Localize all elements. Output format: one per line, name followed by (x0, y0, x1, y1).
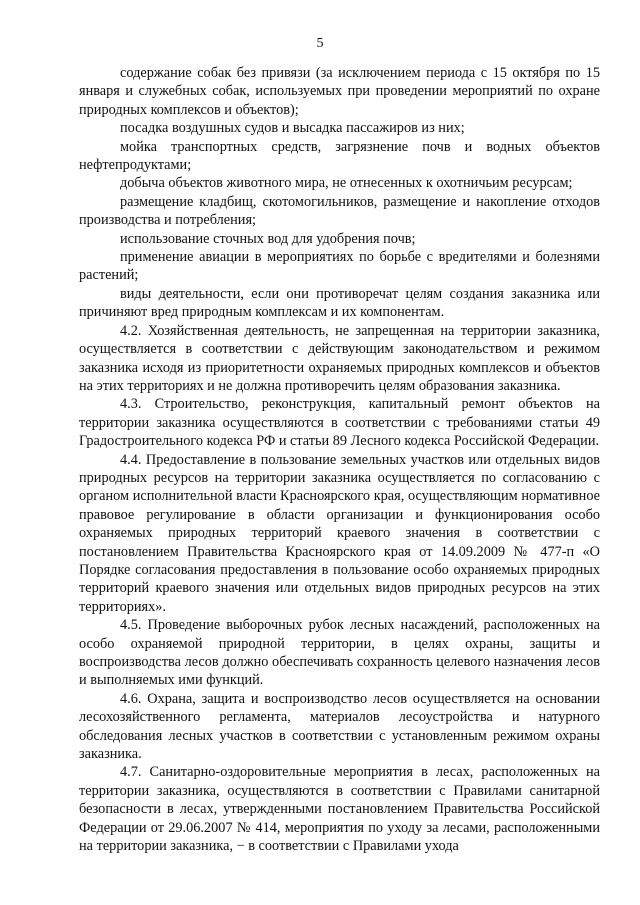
section-4-6: 4.6. Охрана, защита и воспроизводство лесов осуществляется на основании лесохозяйственного регламента, материалов лесоустройства и натурного обследования лесных участков в соответствии с установленным режимом охраны заказника. (79, 690, 600, 763)
list-item-aircraft: посадка воздушных судов и высадка пассажиров из них; (120, 120, 465, 137)
section-4-5: 4.5. Проведение выборочных рубок лесных насаждений, расположенных на особо охраняемой природной территории, в целях охраны, защиты и воспроизводства лесов должно обеспечивать сохранность целевого назначения лесов и выполняемых ими функций. (79, 617, 600, 689)
list-item-vehicle-washing: мойка транспортных средств, загрязнение почв и водных объектов нефтепродуктами; (79, 138, 600, 174)
document-body (79, 64, 600, 855)
section-4-3: 4.3. Строительство, реконструкция, капитальный ремонт объектов на территории заказника осуществляются в соответствии с требованиями статьи 49 Градостроительного кодекса РФ и статьи 89 Лесного кодекса Российской Федерации. (79, 396, 600, 450)
list-item-other-activities: виды деятельности, если они противоречат целям создания заказника или причиняют вред природным комплексам и их компонентам. (79, 285, 600, 321)
list-item-dogs: содержание собак без привязи (за исключением периода с 15 октября по 15 января и служебных собак, используемых при проведении мероприятий по охране природных комплексов и объектов); (79, 65, 600, 118)
list-item-aviation: применение авиации в мероприятиях по борьбе с вредителями и болезнями растений; (79, 249, 600, 284)
section-4-7: 4.7. Санитарно-оздоровительные мероприятия в лесах, расположенных на территории заказника, осуществляются в соответствии с Правилами санитарной безопасности в лесах, утвержденными постановлением Правительства Российской Федерации от 29.06.2007 № 414, мероприятия по уходу за лесами, расположенными на территории заказника, − в соответствии с Правилами ухода (79, 764, 600, 855)
section-4-2: 4.2. Хозяйственная деятельность, не запрещенная на территории заказника, осуществляется в соответствии с действующим законодательством и режимом заказника исходя из приоритетности охраняемых природных комплексов и объектов на этих территориях и не должна противоречить целям образования заказника. (79, 322, 600, 394)
section-4-4: 4.4. Предоставление в пользование земельных участков или отдельных видов природных ресурсов на территории заказника осуществляется по согласованию с органом исполнительной власти Красноярского края, осуществляющим нормативное правовое регулирование в области организации и функционирования особо охраняемых природных территорий краевого значения в соответствии с постановлением Правительства Красноярского края от 14.09.2009 № 477-п «О Порядке согласования предоставления в пользование особо охраняемых природных территорий краевого значения или отдельных видов природных ресурсов на этих территориях». (79, 451, 600, 615)
page-number: 5 (316, 36, 324, 51)
list-item-wildlife: добыча объектов животного мира, не отнесенных к охотничьим ресурсам; (120, 175, 573, 192)
list-item-wastewater: использование сточных вод для удобрения почв; (120, 230, 416, 247)
list-item-cemeteries: размещение кладбищ, скотомогильников, размещение и накопление отходов производства и потребления; (79, 193, 600, 229)
